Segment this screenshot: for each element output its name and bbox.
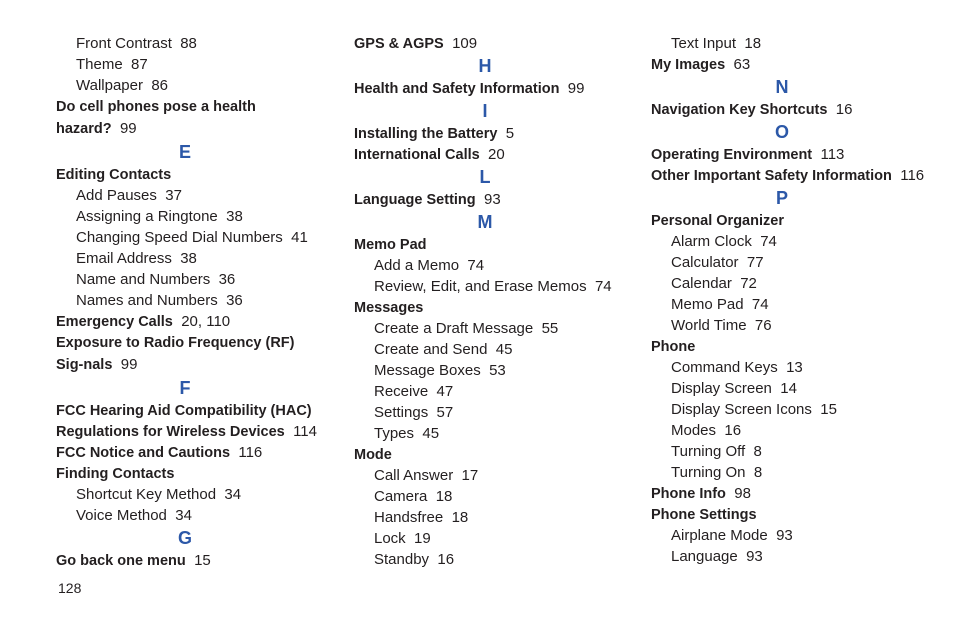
index-subentry	[651, 441, 913, 462]
index-subentry	[651, 315, 913, 336]
index-term: Display Screen Icons	[671, 401, 812, 418]
index-page-ref: 99	[120, 356, 138, 373]
index-page-ref: 116	[900, 167, 925, 184]
index-subentry	[651, 273, 913, 294]
index-page-ref: 76	[754, 317, 772, 334]
index-page-ref: 45	[422, 425, 440, 442]
page-number: 128	[58, 580, 82, 596]
index-entry	[56, 400, 314, 421]
index-term: Standby	[374, 551, 430, 568]
index-term: Personal Organizer	[651, 213, 784, 229]
index-term: Health and Safety Information	[354, 81, 560, 97]
index-page-ref: 74	[751, 296, 769, 313]
index-term: International Calls	[354, 147, 480, 163]
index-page-ref: 38	[180, 250, 197, 267]
index-letter-heading: I	[482, 101, 488, 121]
index-subentry	[354, 360, 616, 381]
index-entry	[56, 311, 314, 332]
index-subentry	[56, 290, 314, 311]
index-subentry	[56, 185, 314, 206]
index-page-ref: 88	[180, 35, 197, 52]
index-page-ref: 41	[291, 229, 308, 246]
index-page-ref: 14	[780, 380, 797, 397]
index-subentry	[56, 206, 314, 227]
index-subentry	[354, 402, 616, 423]
index-page-ref: 87	[131, 56, 148, 73]
index-entry	[56, 164, 314, 185]
index-term: Names and Numbers	[76, 292, 218, 309]
index-page-ref: 47	[436, 383, 454, 400]
index-page-ref: 93	[484, 191, 501, 208]
index-page-ref: 34	[224, 486, 242, 503]
index-subentry	[354, 255, 616, 276]
index-page-ref: 55	[541, 320, 559, 337]
index-page-ref: 86	[151, 77, 169, 94]
index-term: Changing Speed Dial Numbers	[76, 229, 283, 246]
index-term: Lock	[374, 530, 406, 547]
index-page-ref: 34	[175, 507, 192, 524]
index-subentry	[354, 507, 616, 528]
index-subentry	[651, 33, 913, 54]
index-page-ref: 93	[776, 527, 793, 544]
index-entry	[56, 550, 314, 571]
index-entry	[651, 336, 913, 357]
index-entry	[354, 78, 616, 99]
index-entry	[354, 144, 616, 165]
index-letter-heading: O	[774, 122, 789, 142]
index-entry	[56, 332, 314, 376]
index-term: Message Boxes	[374, 362, 481, 379]
index-term: Call Answer	[374, 467, 454, 484]
index-page-ref: 18	[744, 35, 762, 52]
index-term: Add a Memo	[374, 257, 460, 274]
index-subentry	[56, 227, 314, 248]
index-term: Receive	[374, 383, 429, 400]
index-entry	[56, 442, 314, 463]
index-page-ref: 57	[436, 404, 454, 421]
index-page-ref: 74	[760, 233, 777, 250]
index-subentry	[354, 423, 616, 444]
index-subentry	[651, 252, 913, 273]
index-letter-heading: N	[775, 77, 789, 97]
index-term: Wallpaper	[76, 77, 143, 94]
index-term: Alarm Clock	[671, 233, 752, 250]
index-term: Command Keys	[671, 359, 778, 376]
index-subentry	[651, 378, 913, 399]
index-term: Mode	[354, 447, 392, 463]
index-term: Email Address	[76, 250, 172, 267]
index-page-ref: 5	[505, 125, 515, 142]
index-letter-heading: F	[179, 378, 191, 398]
index-term: Phone Settings	[651, 507, 757, 523]
index-term: Editing Contacts	[56, 167, 172, 183]
index-term: Create and Send	[374, 341, 488, 358]
index-term: Language Setting	[354, 192, 476, 208]
index-page-ref: 53	[489, 362, 506, 379]
index-letter-heading: M	[477, 212, 493, 232]
index-letter-heading: P	[775, 188, 788, 208]
index-subentry	[651, 357, 913, 378]
index-term: Memo Pad	[354, 237, 427, 253]
index-page-ref: 45	[495, 341, 513, 358]
index-page-ref: 116	[238, 444, 263, 461]
index-page-ref: 16	[437, 551, 455, 568]
index-column-1	[56, 33, 317, 571]
index-term: Display Screen	[671, 380, 772, 397]
index-term: My Images	[651, 57, 726, 73]
index-letter-heading: H	[478, 56, 492, 76]
index-term: Add Pauses	[76, 187, 157, 204]
index-page-ref: 109	[452, 35, 478, 52]
index-term: FCC Hearing Aid Compatibility (HAC)	[56, 403, 312, 419]
index-column-3	[651, 33, 925, 567]
index-subentry	[651, 525, 913, 546]
index-term: Calendar	[671, 275, 732, 292]
index-subentry	[56, 75, 314, 96]
index-subentry	[56, 54, 314, 75]
index-term: Modes	[671, 422, 717, 439]
index-term: Memo Pad	[671, 296, 744, 313]
index-page-ref: 13	[786, 359, 803, 376]
index-term: Navigation Key Shortcuts	[651, 102, 828, 118]
index-term: Phone	[651, 339, 696, 355]
index-term: Voice Method	[76, 507, 167, 524]
index-subentry	[354, 528, 616, 549]
index-entry	[651, 99, 913, 120]
index-page-ref: 114	[293, 423, 317, 440]
index-page-ref: 17	[461, 467, 479, 484]
index-subentry	[56, 484, 314, 505]
index-term: Shortcut Key Method	[76, 486, 217, 503]
index-page-ref: 93	[746, 548, 763, 565]
index-entry	[651, 54, 913, 75]
index-subentry	[354, 381, 616, 402]
index-term: Create a Draft Message	[374, 320, 534, 337]
index-term: Settings	[374, 404, 429, 421]
index-term: Do cell phones pose a health hazard?	[56, 99, 256, 137]
index-subentry	[56, 505, 314, 526]
index-page-ref: 98	[734, 485, 751, 502]
index-term: Airplane Mode	[671, 527, 768, 544]
index-term: Camera	[374, 488, 428, 505]
index-page-ref: 63	[733, 56, 751, 73]
index-subentry	[354, 339, 616, 360]
index-subentry	[651, 420, 913, 441]
index-entry	[56, 96, 314, 140]
index-letter-heading: E	[178, 142, 191, 162]
index-term: Calculator	[671, 254, 739, 271]
index-term: Handsfree	[374, 509, 444, 526]
index-term: Installing the Battery	[354, 126, 498, 142]
index-term: Operating Environment	[651, 147, 813, 163]
index-page-ref: 36	[226, 292, 243, 309]
index-page-ref: 113	[820, 146, 845, 163]
index-page-ref: 99	[119, 120, 137, 137]
index-term: World Time	[671, 317, 747, 334]
index-letter-heading: L	[479, 167, 491, 187]
index-entry	[354, 123, 616, 144]
index-term: Assigning a Ringtone	[76, 208, 218, 225]
index-page-ref: 16	[835, 101, 853, 118]
index-page-ref: 99	[567, 80, 585, 97]
index-subentry	[354, 549, 616, 570]
index-entry	[651, 504, 913, 525]
index-page-ref: 77	[746, 254, 764, 271]
index-column-2	[354, 33, 616, 570]
index-subentry	[651, 231, 913, 252]
index-page-ref: 37	[165, 187, 182, 204]
index-entry	[56, 421, 317, 442]
index-entry	[354, 234, 616, 255]
index-page-ref: 18	[451, 509, 469, 526]
index-term: Turning Off	[671, 443, 746, 460]
index-term: GPS & AGPS	[354, 36, 444, 52]
index-page-ref: 20	[488, 146, 505, 163]
index-subentry	[651, 399, 913, 420]
index-page-ref: 15	[194, 552, 211, 569]
index-term: Messages	[354, 300, 424, 316]
index-term: Phone Info	[651, 486, 726, 502]
index-subentry	[56, 33, 314, 54]
index-term: Front Contrast	[76, 35, 172, 52]
index-page-ref: 18	[435, 488, 453, 505]
index-term: Exposure to Radio Frequency (RF) Sig-nals	[56, 335, 295, 373]
index-entry	[354, 189, 616, 210]
index-letter-heading: G	[177, 528, 192, 548]
index-term: Text Input	[671, 35, 737, 52]
index-term: Turning On	[671, 464, 746, 481]
index-entry	[651, 483, 913, 504]
index-page-ref: 74	[594, 278, 612, 295]
index-entry	[354, 444, 616, 465]
index-page-ref: 8	[753, 443, 762, 460]
index-subentry	[651, 546, 913, 567]
index-term: Other Important Safety Information	[651, 168, 892, 184]
index-subentry	[354, 276, 616, 297]
index-entry	[354, 297, 616, 318]
index-entry	[651, 165, 925, 186]
index-entry	[56, 463, 314, 484]
index-page-ref: 36	[218, 271, 236, 288]
index-entry	[354, 33, 616, 54]
index-page-ref: 72	[740, 275, 757, 292]
index-subentry	[354, 486, 616, 507]
index-subentry	[651, 462, 913, 483]
index-entry	[651, 210, 913, 231]
index-term: Emergency Calls	[56, 314, 173, 330]
index-term: FCC Notice and Cautions	[56, 445, 231, 461]
index-page-ref: 38	[226, 208, 243, 225]
index-term: Language	[671, 548, 738, 565]
index-term: Theme	[76, 56, 123, 73]
index-page-ref: 15	[820, 401, 837, 418]
index-subentry	[651, 294, 913, 315]
index-entry	[651, 144, 913, 165]
index-page-ref: 8	[753, 464, 763, 481]
index-term: Types	[374, 425, 415, 442]
index-term: Name and Numbers	[76, 271, 211, 288]
index-term: Review, Edit, and Erase Memos	[374, 278, 587, 295]
index-page-ref: 16	[724, 422, 742, 439]
index-subentry	[56, 269, 314, 290]
index-subentry	[354, 465, 616, 486]
index-term: Regulations for Wireless Devices	[56, 424, 285, 440]
index-subentry	[354, 318, 616, 339]
index-subentry	[56, 248, 314, 269]
index-page-ref: 20, 110	[181, 313, 231, 330]
index-page-ref: 19	[414, 530, 431, 547]
index-page-ref: 74	[467, 257, 485, 274]
index-term: Finding Contacts	[56, 466, 175, 482]
index-term: Go back one menu	[56, 553, 186, 569]
